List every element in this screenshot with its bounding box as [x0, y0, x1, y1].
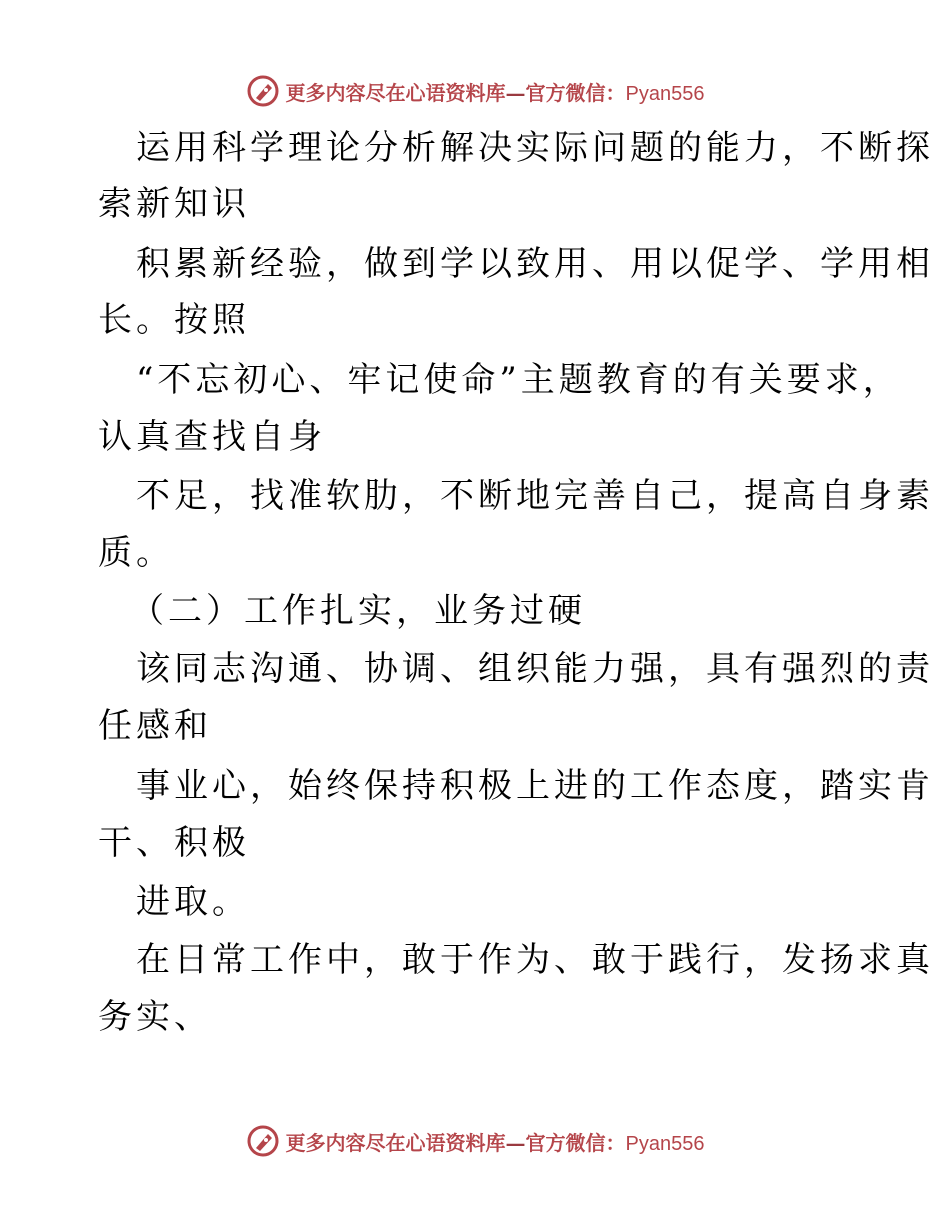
header-watermark-text: [286, 77, 705, 106]
body-line: 事业心，始终保持积极上进的工作态度，踏实肯: [136, 766, 934, 806]
body-line: 不足，找准软肋，不断地完善自己，提高自身素: [136, 476, 934, 516]
pen-nib-logo-icon: [246, 1124, 280, 1158]
footer-watermark-text: [286, 1127, 705, 1156]
body-line: 务实、: [98, 997, 212, 1037]
header-watermark-wechat-id: Pyan556: [625, 82, 705, 105]
body-line: 任感和: [98, 706, 212, 746]
section-heading: （二）工作扎实，业务过硬: [130, 591, 586, 631]
body-line: 进取。: [136, 882, 250, 922]
body-line: 在日常工作中，敢于作为、敢于践行，发扬求真: [136, 940, 934, 980]
footer-watermark-wechat-label: 官方微信：: [525, 1130, 626, 1155]
body-line: 索新知识: [98, 184, 250, 224]
footer-watermark-title: 更多内容尽在心语资料库: [285, 1130, 506, 1155]
header-watermark-wechat-label: 官方微信：: [525, 80, 626, 105]
body-line: 该同志沟通、协调、组织能力强，具有强烈的责: [136, 649, 934, 689]
body-line: 质。: [98, 533, 174, 573]
body-line: 运用科学理论分析解决实际问题的能力，不断探: [136, 128, 934, 168]
body-line: 积累新经验，做到学以致用、用以促学、学用相: [136, 244, 934, 284]
footer-watermark-inner: [246, 1124, 705, 1158]
body-line: 干、积极: [98, 823, 250, 863]
header-watermark-dash: —: [505, 80, 526, 105]
header-watermark: [0, 71, 950, 111]
footer-watermark-wechat-id: Pyan556: [625, 1132, 705, 1155]
footer-watermark-dash: —: [505, 1130, 526, 1155]
header-watermark-title: 更多内容尽在心语资料库: [285, 80, 506, 105]
header-watermark-inner: [246, 74, 705, 108]
footer-watermark: [0, 1121, 950, 1161]
body-line: 长。按照: [98, 300, 250, 340]
body-line: 认真查找自身: [98, 417, 326, 457]
pen-nib-logo-icon: [246, 74, 280, 108]
body-line: “不忘初心、牢记使命”主题教育的有关要求，: [136, 360, 901, 400]
